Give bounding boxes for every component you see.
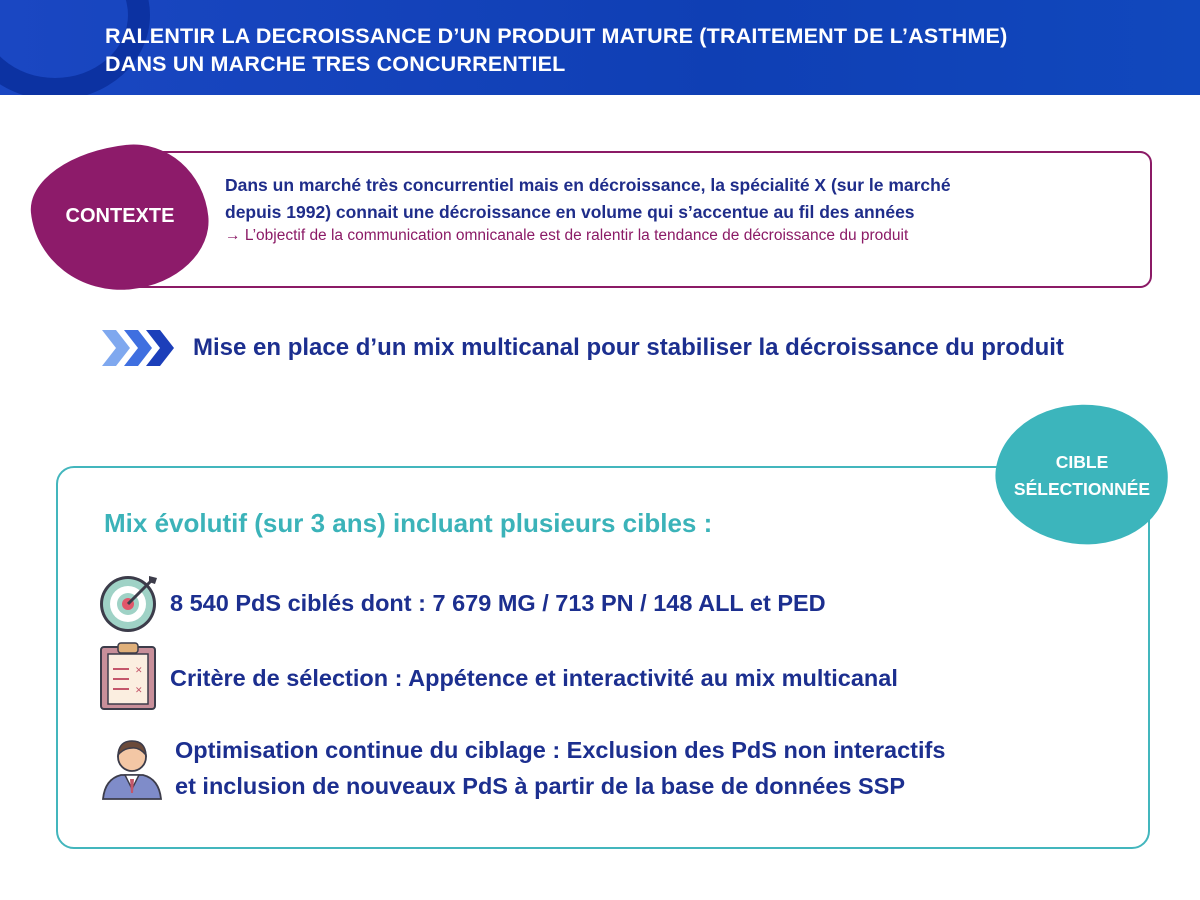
svg-text:✕: ✕ — [135, 666, 143, 676]
list-item-criteria — [170, 660, 898, 696]
cible-label-line-2: SÉLECTIONNÉE — [1013, 479, 1151, 499]
contexte-objective — [225, 227, 1125, 245]
page-title-line-2: DANS UN MARCHE TRES CONCURRENTIEL — [105, 52, 566, 76]
cible-label — [996, 449, 1168, 503]
header-band — [0, 0, 1200, 95]
list-item-criteria-text: Critère de sélection : Appétence et interactivité au mix multicanal — [170, 665, 898, 691]
chevrons-icon — [100, 328, 180, 368]
contexte-objective-text: L’objectif de la communication omnicanale est de ralentir la tendance de décroissance du produit — [244, 227, 909, 244]
page-title — [105, 22, 1185, 78]
mix-title: Mix évolutif (sur 3 ans) incluant plusieurs cibles : — [104, 508, 713, 538]
list-item-optimisation — [175, 732, 945, 804]
contexte-label: CONTEXTE — [65, 205, 175, 227]
headline: Mise en place d’un mix multicanal pour stabiliser la décroissance du produit — [193, 334, 1064, 361]
list-item-targets-text: 8 540 PdS ciblés dont : 7 679 MG / 713 PN / 148 ALL et PED — [170, 590, 826, 616]
clipboard-icon — [99, 641, 157, 711]
target-icon — [99, 572, 161, 634]
page-title-line-1: RALENTIR LA DECROISSANCE D’UN PRODUIT MATURE (TRAITEMENT DE L’ASTHME) — [105, 24, 1008, 48]
list-item-optimisation-line-2: et inclusion de nouveaux PdS à partir de la base de données SSP — [175, 773, 906, 799]
list-item-targets — [170, 585, 826, 621]
arrow-right-icon: → — [225, 227, 241, 244]
svg-text:✕: ✕ — [135, 686, 143, 696]
cible-label-line-1: CIBLE — [1055, 452, 1109, 472]
contexte-text — [225, 172, 1125, 226]
list-item-optimisation-line-1: Optimisation continue du ciblage : Exclusion des PdS non interactifs — [175, 737, 946, 763]
professional-icon — [99, 735, 165, 801]
contexte-text-line-1: Dans un marché très concurrentiel mais en décroissance, la spécialité X (sur le marché — [225, 175, 951, 195]
contexte-text-line-2: depuis 1992) connait une décroissance en volume qui s’accentue au fil des années — [225, 202, 915, 222]
